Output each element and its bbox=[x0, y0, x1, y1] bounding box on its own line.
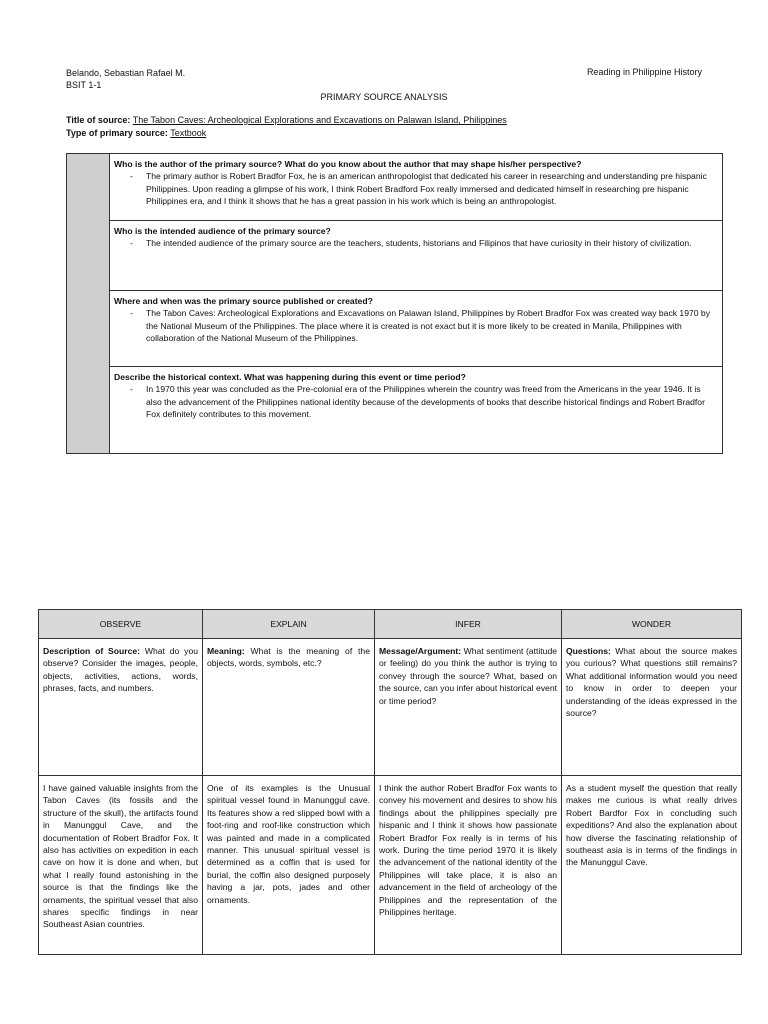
source-title-line bbox=[66, 115, 507, 125]
question-section-audience bbox=[110, 221, 722, 291]
header-explain: EXPLAIN bbox=[203, 610, 375, 639]
response-explain: One of its examples is the Unusual spiritual vessel found in Manunggul cave. Its features show a red slipped bowl with a foot-ring and roof-like construction which was painted and made in a complicated manner. This unusual spiritual vessel is determined as a coffin that is used for burial, the coffin also designed purposely having a jar, pots, jades and other ornaments. bbox=[203, 776, 375, 955]
header-observe: OBSERVE bbox=[39, 610, 203, 639]
answer-text: - The primary author is Robert Bradfor Fox, he is an american anthropologist that dedicated his career in researching and understanding pre hispanic Philippines. Upon reading a glimpse of his work, I think Robert Bradford Fox really immersed and dedicated himself in researching pre hispanic Philippines era, and I think it shows that he has a great passion in his work which is being an anthropologist. bbox=[130, 171, 707, 207]
source-type-value: Textbook bbox=[170, 128, 207, 138]
student-section: BSIT 1-1 bbox=[66, 80, 102, 90]
source-type-line bbox=[66, 128, 206, 138]
document-title: PRIMARY SOURCE ANALYSIS bbox=[320, 92, 448, 102]
table-row-responses bbox=[39, 776, 742, 955]
prompt-infer: Message/Argument: What sentiment (attitude or feeling) do you think the author is trying to convey through the source? What, based on the source, can you infer about historical event or time period? bbox=[375, 639, 562, 776]
student-info bbox=[66, 67, 185, 91]
question-box bbox=[66, 153, 723, 454]
response-observe: I have gained valuable insights from the Tabon Caves (its fossils and the structure of the skull), the artifacts found in Manunggul Cave, and the documentation of Robert Bradfor Fox. It also has activities on expedition in each cave on how it is done and when, but what I really found astonishing in the source is that the findings like the ornaments, the spiritual vessel that also shares specific findings in near Southeast Asian countries. bbox=[39, 776, 203, 955]
question-section-author bbox=[110, 154, 722, 221]
answer-text: - The Tabon Caves: Archeological Explorations and Excavations on Palawan Island, Philippines by Robert Bradfor Fox was created way back 1970 by the National Museum of the Philippines. The place where it is created is not exact but it is more likely to be created in Manila, Philippines with collaboration of the National Museum of the Philippines. bbox=[130, 308, 711, 344]
answer-text: - The intended audience of the primary source are the teachers, students, historians and Filipinos that have curiosity in their history of civilization. bbox=[130, 238, 692, 249]
prompt-explain: Meaning: What is the meaning of the objects, words, symbols, etc.? bbox=[203, 639, 375, 776]
source-type-label: Type of primary source: bbox=[66, 128, 168, 138]
response-infer: I think the author Robert Bradfor Fox wants to convey his movement and desires to show his findings about the philippines specially pre hispanic and I think it shows how passionate Robert Bradfor Fox really is in terms of his work. During the time period 1970 it is likely the advancement of the national identity of the Philippines will take place, it is also an advancement in the field of archeology of the Philippines and the representation of the Philippines heritage. bbox=[375, 776, 562, 955]
header-infer: INFER bbox=[375, 610, 562, 639]
question-section-context bbox=[110, 367, 722, 453]
table-row-prompts bbox=[39, 639, 742, 776]
gray-sidebar bbox=[67, 154, 110, 453]
response-wonder: As a student myself the question that really makes me curious is what really drives Robert Bardfor Fox in concluding such expeditions? And also the explanation about how diverse the fascinating relationship of southeast asia is in terms of the findings in the Manunggul Cave. bbox=[562, 776, 742, 955]
prompt-wonder: Questions: What about the source makes you curious? What questions still remains? What additional information would you need to know in order to deepen your understanding of the ideas expressed in the source? bbox=[562, 639, 742, 776]
header-wonder: WONDER bbox=[562, 610, 742, 639]
question-text: Where and when was the primary source published or created? bbox=[114, 296, 373, 306]
question-section-publication bbox=[110, 291, 722, 367]
student-name: Belando, Sebastian Rafael M. bbox=[66, 68, 186, 78]
course-name: Reading in Philippine History bbox=[586, 67, 702, 77]
question-text: Who is the intended audience of the primary source? bbox=[114, 226, 331, 236]
source-title-label: Title of source: bbox=[66, 115, 131, 125]
analysis-table bbox=[38, 609, 742, 955]
answer-text: - In 1970 this year was concluded as the Pre-colonial era of the Philippines wherein the country was freed from the Americans in the year 1946. It is also the advancement of the Philippines national identity because of the developments of books that describe historical findings and Robert Bradfor Fox definitely contributes to this movement. bbox=[130, 384, 705, 420]
source-title-value: The Tabon Caves: Archeological Explorations and Excavations on Palawan Island, Philippines bbox=[132, 115, 507, 125]
question-text: Describe the historical context. What was happening during this event or time period? bbox=[114, 372, 466, 382]
prompt-observe: Description of Source: What do you observe? Consider the images, people, objects, activities, actions, words, phrases, facts, and numbers. bbox=[39, 639, 203, 776]
question-text: Who is the author of the primary source? What do you know about the author that may shape his/her perspective? bbox=[114, 159, 582, 169]
table-header-row bbox=[39, 610, 742, 639]
